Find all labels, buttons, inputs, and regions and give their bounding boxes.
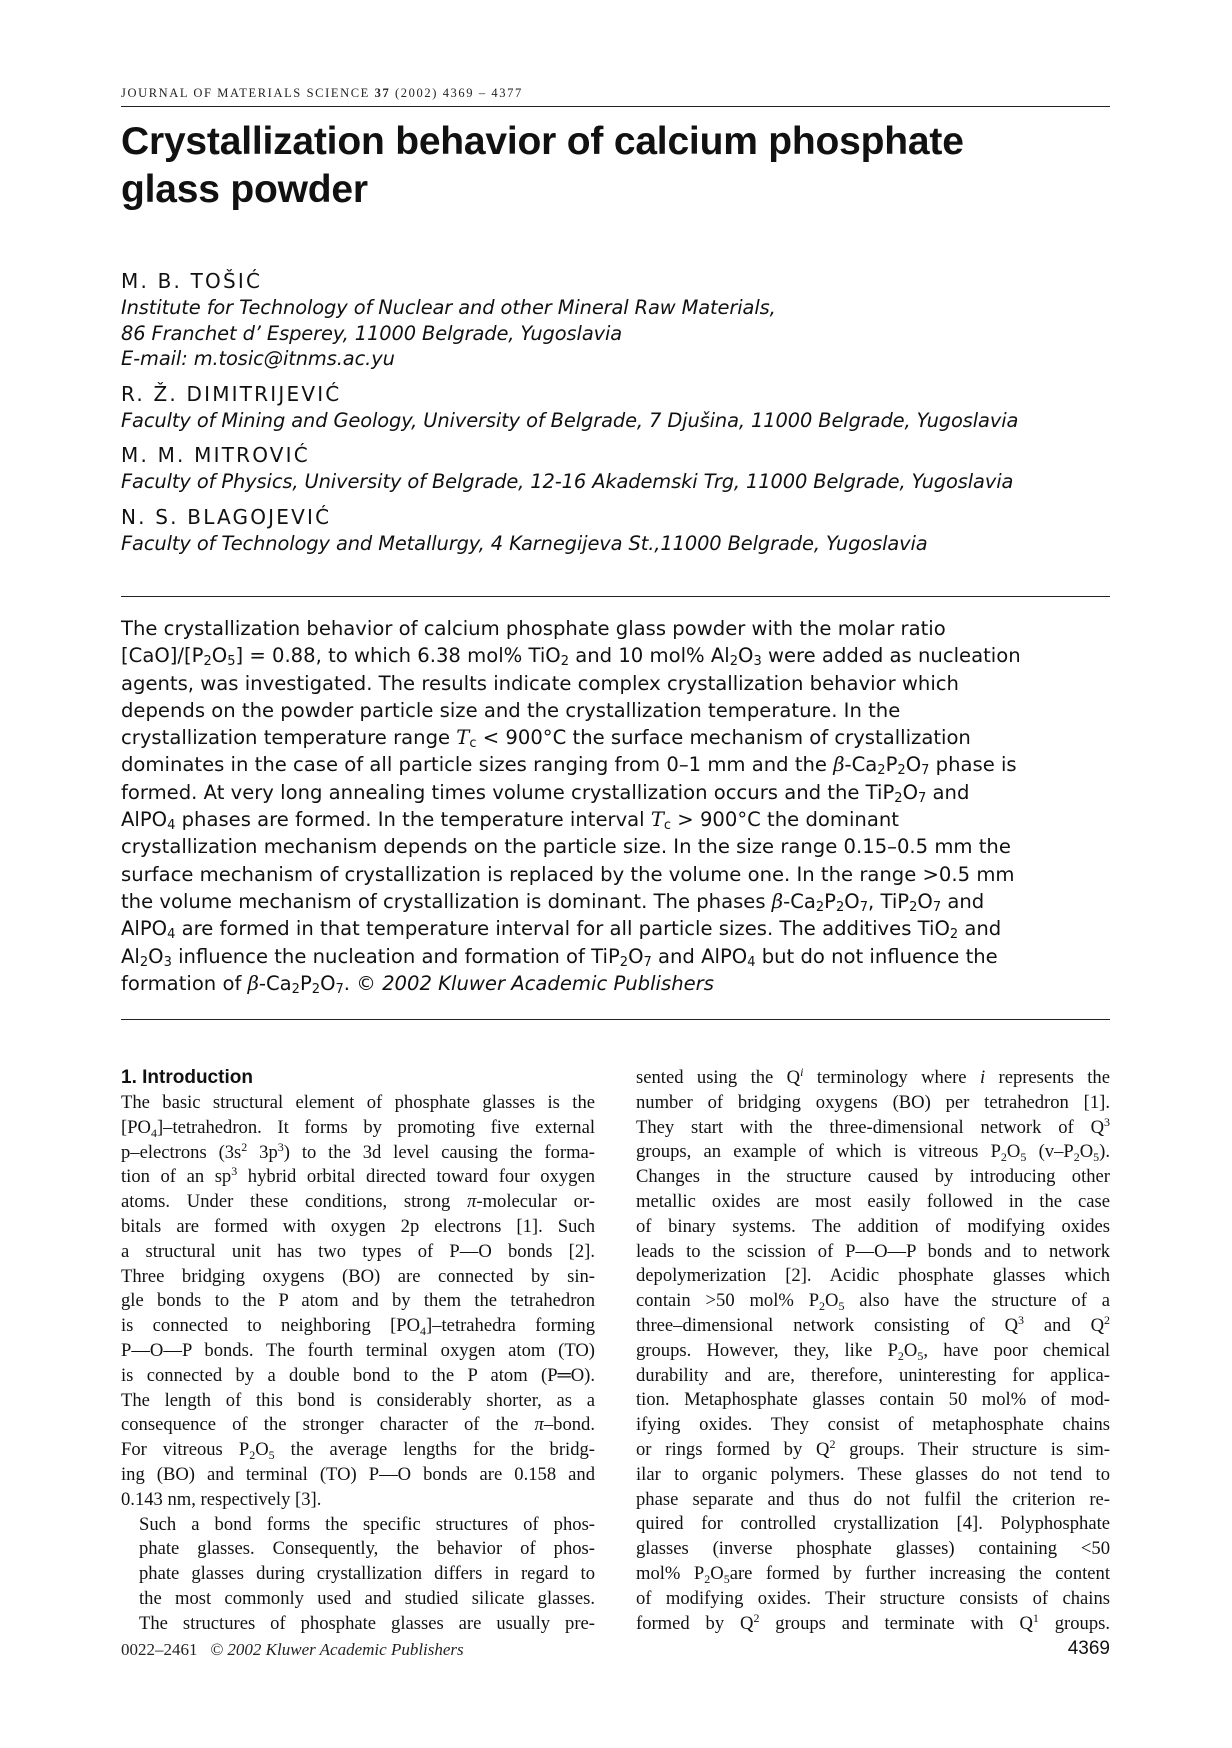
left-column — [121, 1066, 595, 1637]
paper-page — [121, 0, 1110, 1748]
footer-copyright — [121, 1640, 464, 1660]
text-line: p–electrons ($3s^2$ $3p^3$) to the 3d level causing the forma- — [121, 1139, 595, 1163]
text-line: P—O—P bonds. The fourth terminal oxygen atom (TO) — [121, 1339, 595, 1361]
text-line: number of bridging oxygens (BO) per tetrahedron [1]. — [636, 1091, 1110, 1113]
author-block — [121, 504, 1110, 557]
author-name: M. B. TOŠIĆ — [121, 269, 263, 293]
text-line: the most commonly used and studied silicate glasses. — [139, 1587, 595, 1609]
text-line: three–dimensional network consisting of $Q^3$ and $Q^2$ — [636, 1312, 1110, 1336]
text-line: a structural unit has two types of P—O bonds [2]. — [121, 1240, 595, 1262]
text-line: For vitreous $P_2O_5$ the average lengths for the bridg- — [121, 1439, 596, 1463]
text-line: depolymerization [2]. Acidic phosphate glasses which — [636, 1265, 1110, 1287]
text-line: glasses (inverse phosphate glasses) containing <50 — [636, 1538, 1110, 1560]
text-line: phase separate and thus do not fulfil the criterion re- — [636, 1488, 1110, 1510]
text-line: leads to the scission of P—O—P bonds and to network — [636, 1240, 1110, 1262]
text-line: of binary systems. The addition of modifying oxides — [636, 1215, 1110, 1237]
text-line: The structures of phosphate glasses are usually pre- — [139, 1612, 595, 1634]
text-line: $[PO_4]$–tetrahedron. It forms by promoting five external — [121, 1116, 595, 1140]
abstract-line: $Al_2O_3$ influence the nucleation and formation of $TiP_2O_7$ and AlPO$_4$ but do not influence the — [121, 944, 998, 970]
header-rule — [121, 106, 1110, 107]
text-line: The basic structural element of phosphate glasses is the — [121, 1092, 595, 1113]
text-line: consequence of the stronger character of the π–bond. — [121, 1414, 595, 1436]
author-affiliation-line: Faculty of Physics, University of Belgrade, 12-16 Akademski Trg, 11000 Belgrade, Yugoslavia — [121, 470, 1014, 493]
title-line: Crystallization behavior of calcium phosphate — [121, 120, 964, 163]
abstract-line: $[CaO]/[P_2O_5] = 0.88$, to which 6.38 mol% TiO$_2$ and 10 mol% $Al_2O_3$ were added as nucleation — [121, 644, 1021, 670]
text-line: phate glasses. Consequently, the behavior of phos- — [139, 1538, 595, 1560]
journal-header — [121, 86, 523, 101]
text-line: is connected by a double bond to the P atom (P═O). — [121, 1364, 595, 1386]
text-line: sented using the $Q^i$ terminology where i represents the — [636, 1065, 1110, 1088]
text-line: ilar to organic polymers. These glasses do not tend to — [636, 1463, 1110, 1485]
text-line: They start with the three-dimensional network of $Q^3$ — [636, 1114, 1110, 1138]
author-list — [121, 268, 1110, 565]
text-line: groups, an example of which is vitreous $P_2O_5$ $(v-P_2O_5)$. — [636, 1141, 1110, 1165]
text-line: groups. However, they, like $P_2O_5$, have poor chemical — [636, 1339, 1110, 1363]
text-line: bitals are formed with oxygen 2p electrons [1]. Such — [121, 1215, 595, 1237]
text-line: durability and are, therefore, uninteresting for applica- — [636, 1364, 1110, 1386]
text-line: 0.143 nm, respectively [3]. — [121, 1488, 322, 1510]
author-name: R. Ž. DIMITRIJEVIĆ — [121, 381, 342, 406]
text-line: Changes in the structure caused by introducing other — [636, 1166, 1110, 1188]
abstract-line: surface mechanism of crystallization is replaced by the volume one. In the range >0.5 mm — [121, 862, 1015, 886]
text-line: tion of an $sp^3$ hybrid orbital directed toward four oxygen — [121, 1164, 595, 1188]
text-line: tion. Metaphosphate glasses contain 50 mol% of mod- — [636, 1389, 1110, 1411]
abstract-line: agents, was investigated. The results indicate complex crystallization behavior which — [121, 671, 959, 695]
abstract — [121, 615, 1110, 997]
text-line: Such a bond forms the specific structures of phos- — [139, 1513, 595, 1535]
author-affiliation-line: 86 Franchet d’ Esperey, 11000 Belgrade, Yugoslavia — [121, 321, 623, 345]
journal-name: JOURNAL OF MATERIALS SCIENCE — [121, 86, 370, 100]
abstract-line: crystallization temperature range $T_c < 900^\circ C$ the surface mechanism of crystallization — [121, 726, 971, 752]
right-column — [636, 1066, 1110, 1636]
abstract-line: crystallization mechanism depends on the particle size. In the size range 0.15–0.5 mm the — [121, 835, 1011, 859]
paper-title — [121, 118, 1081, 214]
page-number: 4369 — [1067, 1638, 1110, 1659]
text-line: contain >50 mol% $P_2O_5$ also have the structure of a — [636, 1290, 1110, 1314]
author-block — [121, 442, 1110, 495]
text-line: of modifying oxides. Their structure consists of chains — [636, 1587, 1110, 1609]
footer-publisher: © 2002 Kluwer Academic Publishers — [210, 1640, 464, 1659]
abstract-line: formed. At very long annealing times volume crystallization occurs and the $TiP_2O_7$ and — [121, 780, 970, 806]
journal-volume: 37 — [374, 86, 391, 100]
text-line: quired for controlled crystallization [4]. Polyphosphate — [636, 1513, 1110, 1535]
text-line: Three bridging oxygens (BO) are connected by sin- — [121, 1265, 595, 1287]
text-line: metallic oxides are most easily followed in the case — [636, 1190, 1110, 1212]
text-line: mol% $P_2O_5are$ formed by further increasing the content — [636, 1562, 1110, 1586]
text-line: formed by $Q^2$ groups and terminate with $Q^1$ groups. — [636, 1610, 1110, 1634]
author-name: N. S. BLAGOJEVIĆ — [121, 504, 332, 529]
abstract-line: depends on the powder particle size and the crystallization temperature. In the — [121, 698, 901, 722]
paragraph — [636, 1066, 1110, 1636]
abstract-line: The crystallization behavior of calcium phosphate glass powder with the molar ratio — [121, 617, 946, 640]
section-heading: 1. Introduction — [121, 1067, 253, 1088]
text-line: is connected to neighboring $[PO_4]$–tetrahedra forming — [121, 1315, 595, 1339]
abstract-line: AlPO$_4$ phases are formed. In the temperature interval $T_c > 900^\circ C$ the dominant — [121, 808, 899, 834]
author-affiliation-line: Faculty of Mining and Geology, University of Belgrade, 7 Djušina, 11000 Belgrade, Yugoslavia — [121, 408, 1019, 432]
abstract-line: formation of $\beta-Ca_2P_2O_7$. © 2002 Kluwer Academic Publishers — [121, 971, 714, 997]
paragraph — [121, 1091, 595, 1513]
title-line: glass powder — [121, 168, 368, 211]
text-line: gle bonds to the P atom and by them the tetrahedron — [121, 1290, 595, 1312]
author-block — [121, 381, 1110, 434]
text-line: phate glasses during crystallization differs in regard to — [139, 1563, 595, 1585]
text-line: or rings formed by $Q^2$ groups. Their structure is sim- — [636, 1436, 1110, 1460]
journal-year-pages: (2002) 4369 – 4377 — [395, 86, 523, 100]
abstract-line: AlPO$_4$ are formed in that temperature interval for all particle sizes. The additives TiO$_2$ and — [121, 917, 1002, 943]
author-affiliation-line: Institute for Technology of Nuclear and other Mineral Raw Materials, — [121, 296, 776, 319]
author-block — [121, 268, 1110, 372]
text-line: The length of this bond is considerably shorter, as a — [121, 1389, 595, 1411]
author-email[interactable]: E-mail: m.tosic@itnms.ac.yu — [121, 347, 395, 370]
abstract-top-rule — [121, 596, 1110, 597]
author-affiliation-line: Faculty of Technology and Metallurgy, 4 Karnegijeva St.,11000 Belgrade, Yugoslavia — [121, 531, 928, 555]
abstract-line: dominates in the case of all particle sizes ranging from 0–1 mm and the $\beta-Ca_2P_2O_7$ phase is — [121, 753, 1017, 779]
abstract-line: the volume mechanism of crystallization is dominant. The phases $\beta-Ca_2P_2O_7$, $TiP_2O_7$ and — [121, 889, 985, 915]
text-line: ing (BO) and terminal (TO) P—O bonds are 0.158 and — [121, 1463, 595, 1485]
author-name: M. M. MITROVIĆ — [121, 443, 310, 467]
text-line: ifying oxides. They consist of metaphosphate chains — [636, 1414, 1110, 1436]
text-line: atoms. Under these conditions, strong π-molecular or- — [121, 1191, 595, 1213]
paragraph — [121, 1513, 595, 1637]
footer-issn: 0022–2461 — [121, 1640, 198, 1659]
abstract-bottom-rule — [121, 1019, 1110, 1020]
